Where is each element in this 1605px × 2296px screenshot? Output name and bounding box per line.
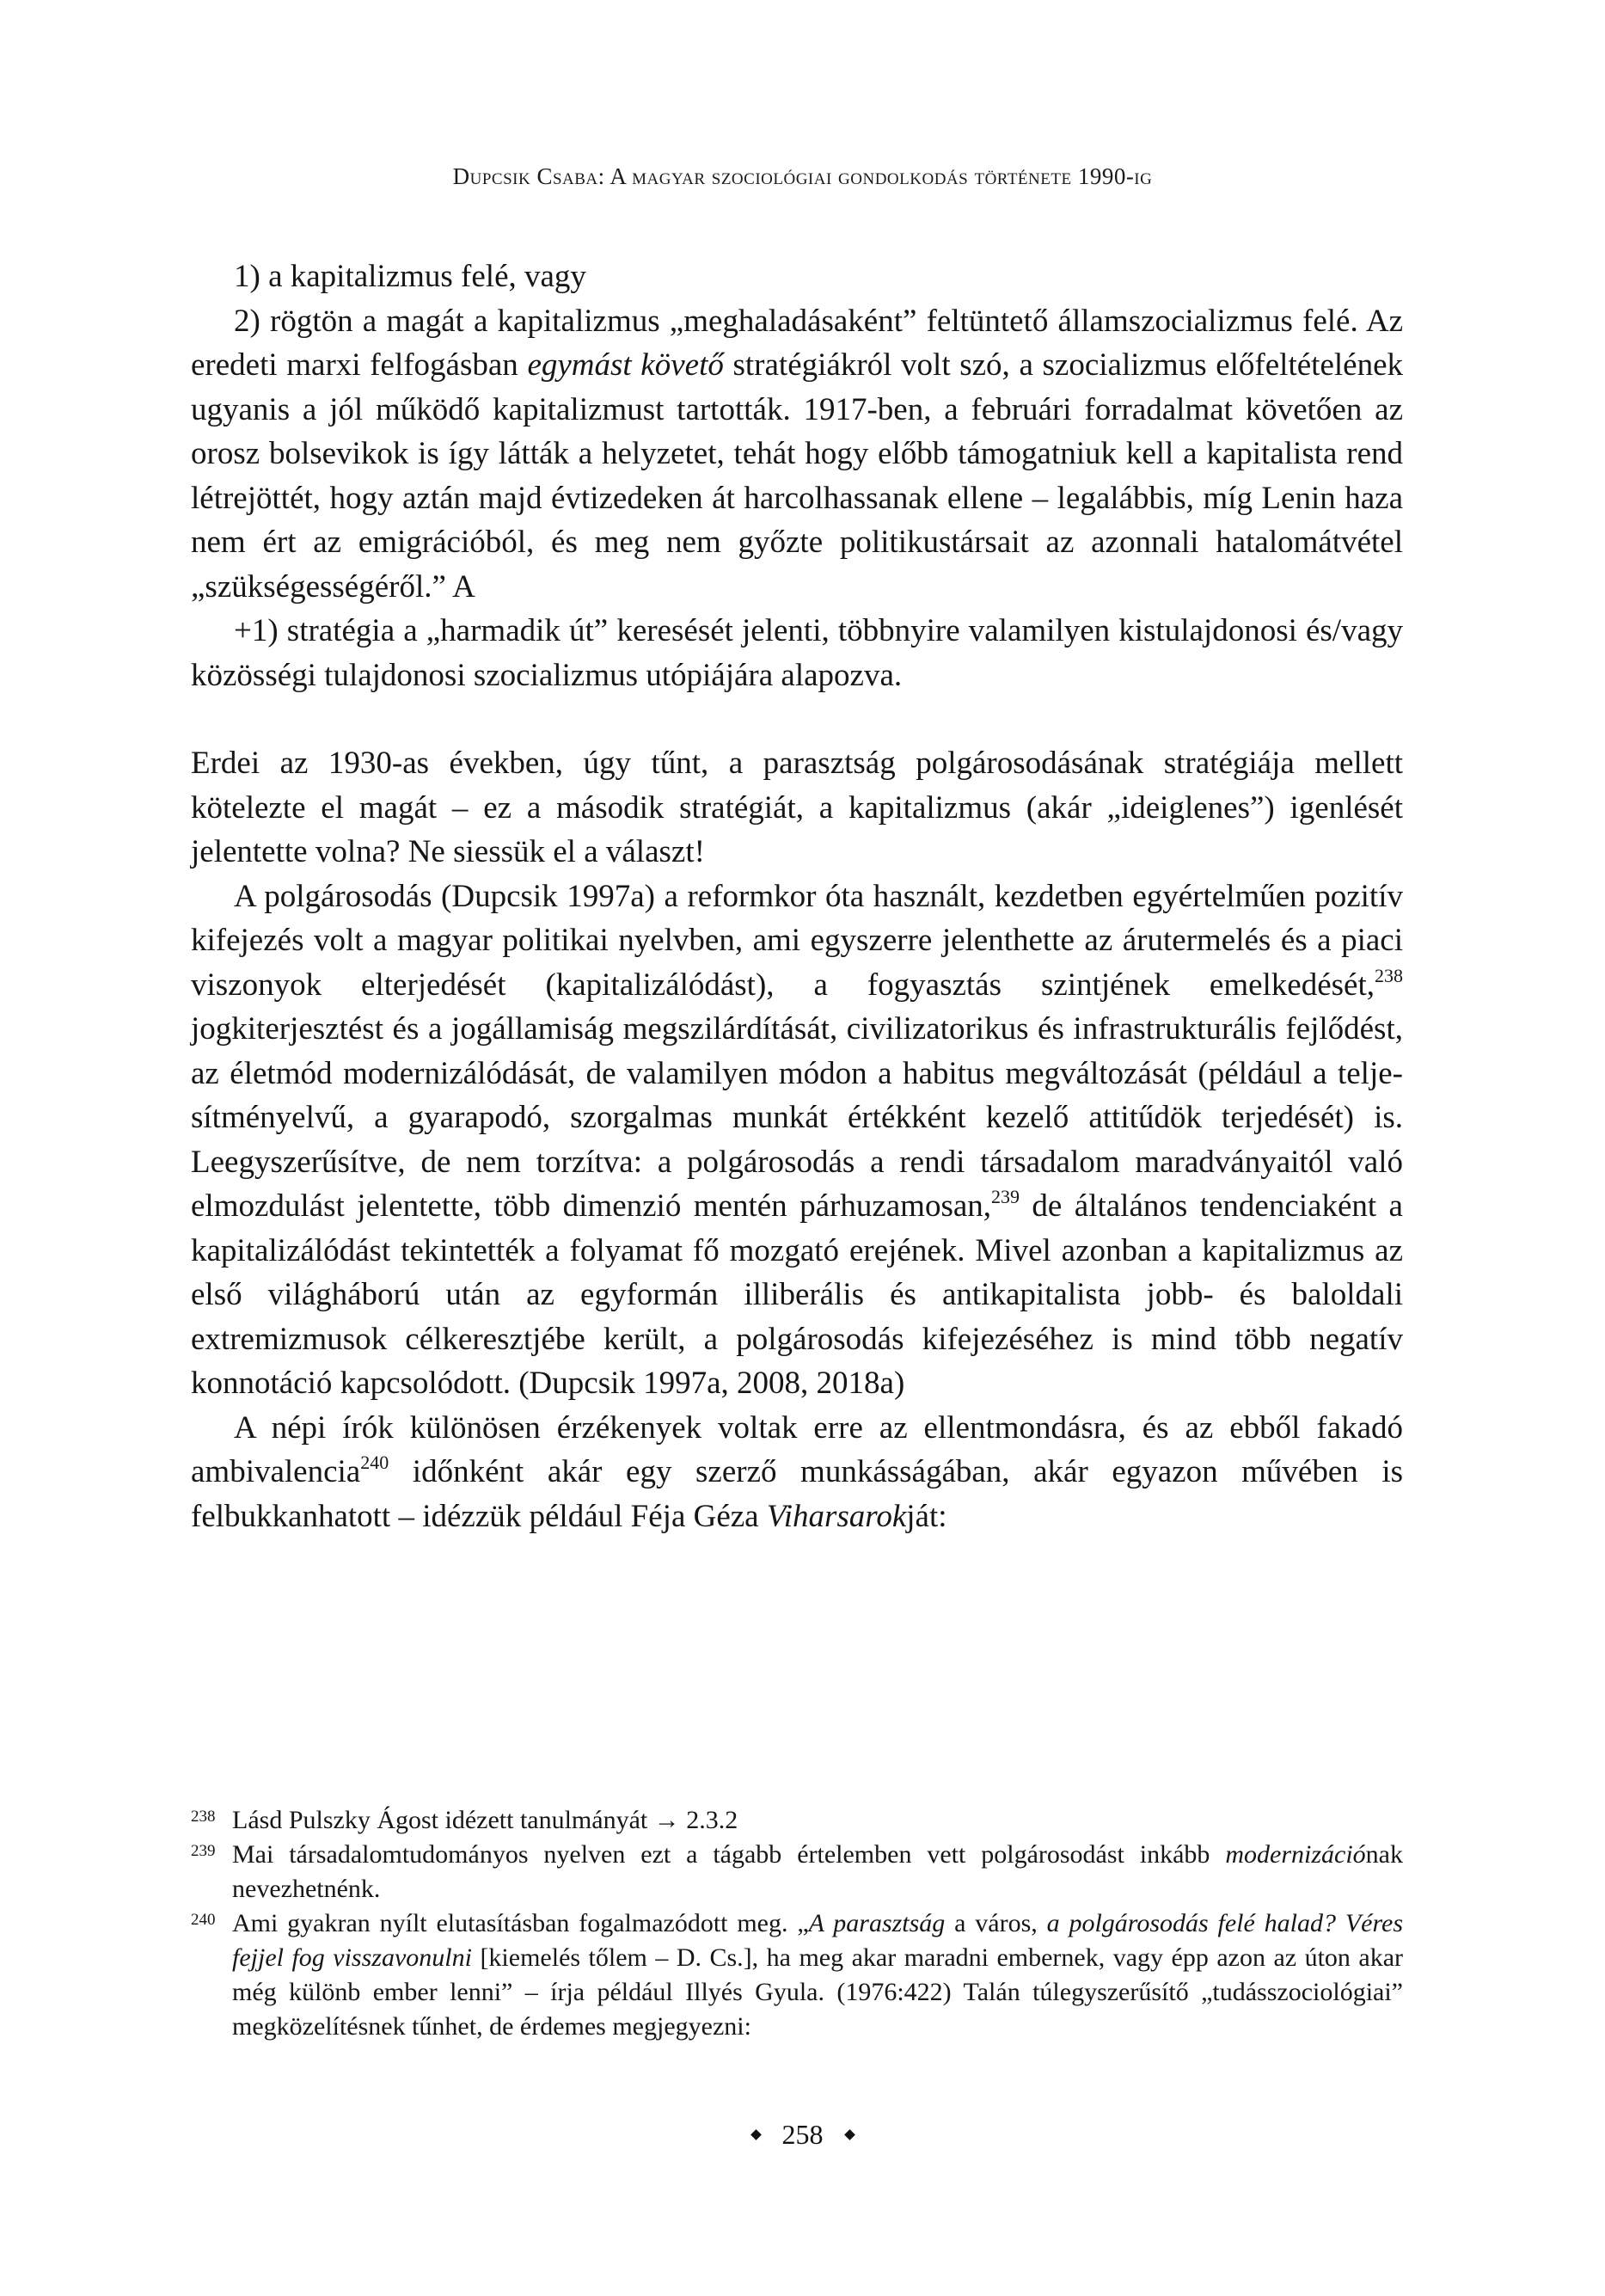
footnote-240: 240 Ami gyakran nyílt elutasításban fogalmazódott meg. „A parasztság a város, a polgárosodás felé halad? Véres fejjel fog visszavonulni [kiemelés tőlem – D. Cs.], ha meg akar maradni embernek, vagy épp azon az úton akar még különb ember lenni” – írja például Illyés Gyula. (1976:422) Talán túlegyszerűsítő „tudásszociológiai” megközelítésnek tűnhet, de érdemes megjegyezni:	[191, 1906, 1403, 2044]
list-item-1: 1) a kapitalizmus felé, vagy	[234, 259, 586, 294]
paragraph-3: A népi írók különösen érzékenyek voltak erre az ellentmondásra, és az ebből fakadó ambivalencia$^{240}$ időnként akár egy szerző munkásságában, akár egyazon művében is felbukkanhatott – idézzük például Féja Géza Viharsarokját:	[191, 1409, 1403, 1534]
footnote-number: 240	[191, 1911, 216, 1929]
list-item-3: +1) stratégia a „harmadik út” keresését jelenti, többnyire valamilyen kistulajdonosi és/vagy közösségi tulajdonosi szocializmus utópiájára alapozva.	[191, 613, 1403, 693]
main-text	[191, 255, 1403, 1538]
list-item-2: 2) rögtön a magát a kapitalizmus „meghaladásaként” feltüntető államszocializmus felé. Az eredeti marxi felfogásban egymást követő stratégiákról volt szó, a szocializmus előfeltételének ugyanis a jól működő kapitalizmust tartották. 1917-ben, a februári forradalmat követően az orosz bolsevikok is így látták a helyzetet, tehát hogy előbb támogatniuk kell a kapitalista rend létrejöttét, hogy aztán majd évtizedeken át harcolhassanak ellene – legalábbis, míg Lenin haza nem ért az emigrációból, és meg nem győzte politikustársait az azonnali hatalomátvétel „szükségességéről.” A	[191, 303, 1403, 605]
footnote-238: 238 Lásd Pulszky Ágost idézett tanulmányát → 2.3.2	[191, 1803, 1403, 1838]
diamond-bullet-icon	[750, 2129, 762, 2140]
book-title: Viharsarok	[766, 1498, 907, 1534]
paragraph-1: Erdei az 1930-as években, úgy tűnt, a parasztság polgárosodásának stratégiája mellett kötelezte el magát – ez a második stratégiát, a kapitalizmus (akár „ideiglenes”) igenlését jelentette volna? Ne siessük el a választ!	[191, 746, 1403, 869]
paragraph-2: A polgárosodás (Dupcsik 1997a) a reformkor óta használt, kezdetben egyértelműen pozitív kifejezés volt a magyar politikai nyelvben, ami egyszerre jelenthette az árutermelés és a piaci viszonyok elterjedését (kapitalizálódást), a fogyasztás szintjének emelkedését,$^{238}$ jogkiterjesztést és a jogállamiság megszilárdítását, civilizatorikus és infrastrukturális fejlődést, az életmód modernizálódását, de valamilyen módon a habitus megváltozását (például a teljesítményelvű, a gyarapodó, szorgalmas munkát értékként kezelő attitűdök terjedését) is. Leegyszerűsítve, de nem torzítva: a polgárosodás a rendi társadalom maradványaitól való elmozdulást jelentette, több dimenzió mentén párhuzamosan,$^{239}$ de általános tendenciaként a kapitalizálódást tekintették a folyamat fő mozgató erejének. Mivel azonban a kapitalizmus az első világháború után az egyformán illiberális és antikapitalista jobb- és baloldali extremizmusok célkeresztjébe került, a polgárosodás kifejezéséhez is mind több negatív konnotáció kapcsolódott. (Dupcsik 1997a, 2008, 2018a)	[191, 878, 1403, 1401]
footnote-ref-239[interactable]: 239	[991, 1186, 1020, 1207]
footnote-239: 239 Mai társadalomtudományos nyelven ezt a tágabb értelemben vett polgárosodást inkább modernizációnak nevezhetnénk.	[191, 1838, 1403, 1906]
paragraph-gap	[191, 697, 1403, 741]
emphasis: egymást követő	[527, 347, 724, 383]
diamond-bullet-icon	[844, 2129, 855, 2140]
running-head: Dupcsik Csaba: A magyar szociológiai gondolkodás története 1990-ig	[452, 163, 1153, 189]
page-number: 258	[0, 2119, 1605, 2151]
footnote-ref-240[interactable]: 240	[360, 1452, 389, 1473]
footnote-number: 238	[191, 1808, 216, 1826]
footnote-ref-238[interactable]: 238	[1375, 964, 1403, 986]
footnote-number: 239	[191, 1842, 216, 1860]
footnotes	[191, 1803, 1403, 2044]
